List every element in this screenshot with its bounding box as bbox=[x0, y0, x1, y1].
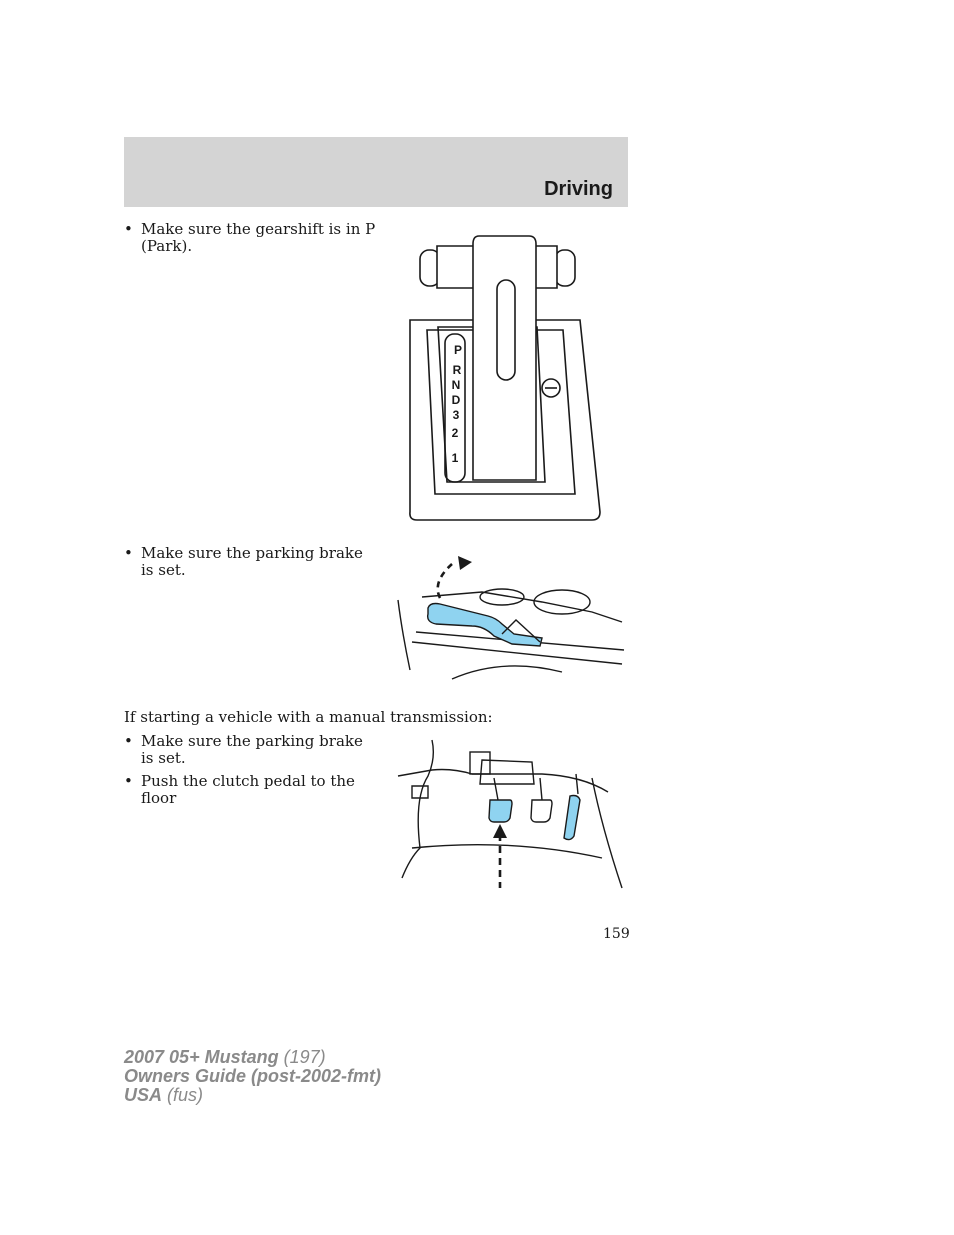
bullet-text: Make sure the parking brake is set. bbox=[141, 732, 363, 767]
manual-transmission-instructions bbox=[124, 733, 376, 813]
manual-transmission-intro: If starting a vehicle with a manual transmission: bbox=[124, 708, 493, 726]
console-bottom-line bbox=[412, 642, 622, 664]
console-left-edge bbox=[398, 600, 410, 670]
pull-direction-arrow bbox=[438, 564, 452, 598]
brake-pedal bbox=[531, 800, 552, 822]
footer-model: 2007 05+ Mustang bbox=[124, 1047, 279, 1067]
gearshift-illustration bbox=[405, 232, 605, 524]
parking-brake-handle bbox=[428, 604, 542, 647]
brake-arm bbox=[540, 778, 542, 800]
bullet-dot: • bbox=[124, 544, 133, 562]
steering-column-left bbox=[402, 740, 433, 878]
clutch-pedal-illustration bbox=[392, 738, 628, 890]
gear-label: 1 bbox=[451, 451, 459, 465]
footer-model-code: (197) bbox=[283, 1047, 326, 1067]
bullet-text: Make sure the parking brake is set. bbox=[141, 544, 363, 579]
small-pedal-bracket bbox=[470, 752, 490, 774]
gearshift-instructions bbox=[124, 221, 376, 261]
footer-guide: Owners Guide (post-2002-fmt) bbox=[124, 1066, 382, 1086]
gear-label: 3 bbox=[452, 408, 460, 422]
list-item bbox=[124, 545, 376, 579]
footer-line-3 bbox=[124, 1086, 381, 1105]
bullet-text: Make sure the gearshift is in P (Park). bbox=[141, 220, 376, 255]
page-number: 159 bbox=[603, 926, 630, 942]
arrow-head bbox=[458, 556, 472, 570]
list-item bbox=[124, 773, 376, 807]
cup-holder-front bbox=[480, 589, 524, 605]
gear-label: 2 bbox=[451, 426, 459, 440]
accelerator-pedal bbox=[564, 796, 580, 840]
right-panel-edge bbox=[592, 778, 622, 888]
list-item bbox=[124, 733, 376, 767]
footer bbox=[124, 1048, 381, 1105]
clutch-arm bbox=[494, 778, 498, 800]
gear-label: R bbox=[452, 363, 462, 377]
bullet-dot: • bbox=[124, 732, 133, 750]
parking-brake-illustration bbox=[392, 552, 628, 684]
parking-brake-instructions bbox=[124, 545, 376, 585]
floor-line bbox=[412, 845, 602, 858]
console-base-curve bbox=[452, 666, 562, 679]
gear-label: D bbox=[451, 393, 461, 407]
shifter-lever bbox=[473, 236, 536, 480]
shifter-knob-right bbox=[555, 250, 575, 286]
footer-line-2 bbox=[124, 1067, 381, 1086]
gear-label: P bbox=[453, 343, 463, 357]
bullet-text: Push the clutch pedal to the floor bbox=[141, 772, 355, 807]
bullet-dot: • bbox=[124, 220, 133, 238]
footer-market: USA bbox=[124, 1085, 163, 1105]
header-band bbox=[124, 137, 628, 207]
bullet-dot: • bbox=[124, 772, 133, 790]
footer-market-code: (fus) bbox=[167, 1085, 204, 1105]
list-item bbox=[124, 221, 376, 255]
push-arrow-head bbox=[493, 824, 507, 838]
clutch-pedal bbox=[489, 800, 512, 822]
accel-arm bbox=[576, 774, 578, 794]
footer-line-1 bbox=[124, 1048, 381, 1067]
dash-center-panel bbox=[480, 760, 534, 784]
gear-label: N bbox=[451, 378, 461, 392]
section-title: Driving bbox=[544, 178, 613, 200]
